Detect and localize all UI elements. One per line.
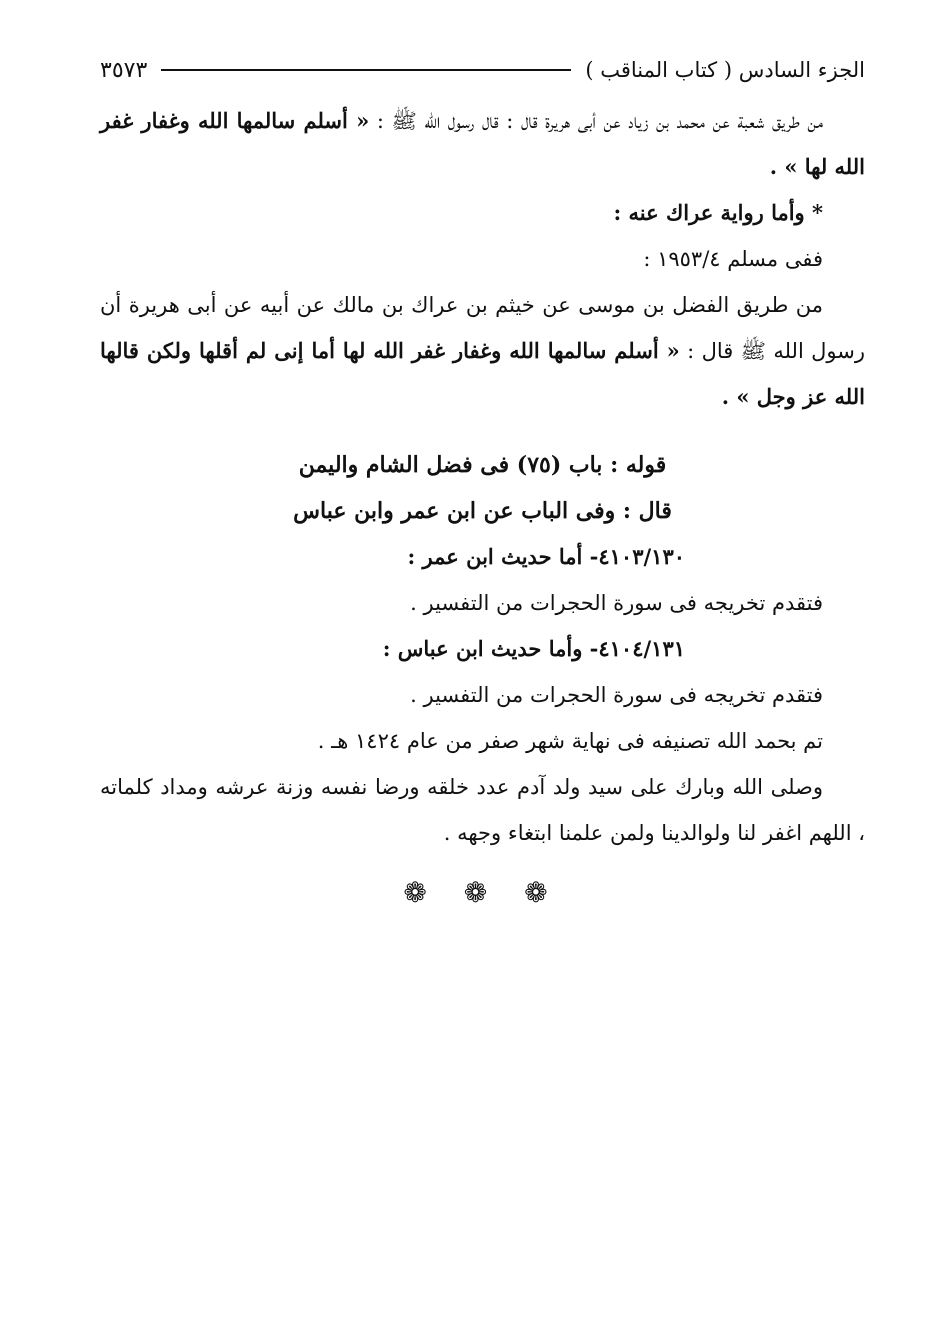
paragraph-1-quote: « أسلم سالمها الله وغفار غفر الله لها » .	[100, 108, 865, 179]
page-body	[100, 98, 865, 916]
header-rule	[161, 69, 571, 71]
paragraph-1-text: من طريق شعبة عن محمد بن زياد عن أبى هريرة قال : قال رسول الله ﷺ :	[369, 109, 823, 133]
closing-line-1: تم بحمد الله تصنيفه فى نهاية شهر صفر من عام ١٤٢٤ هـ .	[317, 729, 823, 753]
page-number: ٣٥٧٣	[100, 57, 148, 83]
section-heading-irak: * وأما رواية عراك عنه :	[613, 200, 823, 225]
hadith-text-1: فتقدم تخريجه فى سورة الحجرات من التفسير .	[410, 591, 823, 615]
end-ornament: ❁ ❁ ❁	[403, 876, 562, 909]
header-title: الجزء السادس ( كتاب المناقب )	[585, 58, 865, 82]
hadith-text-2: فتقدم تخريجه فى سورة الحجرات من التفسير .	[410, 683, 823, 707]
paragraph-2-text: من طريق الفضل بن موسى عن خيثم بن عراك بن مالك عن أبيه عن أبى هريرة أن رسول الله ﷺ قال :	[100, 293, 865, 363]
paragraph-1	[100, 98, 865, 190]
hadith-heading-2: ٤١٠٤/١٣١- وأما حديث ابن عباس :	[382, 636, 685, 661]
paragraph-muslim-ref: ففى مسلم ١٩٥٣/٤ :	[643, 247, 823, 271]
paragraph-2	[100, 282, 865, 420]
hadith-heading-1: ٤١٠٣/١٣٠- أما حديث ابن عمر :	[407, 544, 685, 569]
closing-line-2: وصلى الله وبارك على سيد ولد آدم عدد خلقه ورضا نفسه وزنة عرشه ومداد كلماته ، اللهم اغفر لنا ولوالدينا ولمن علمنا ابتغاء وجهه .	[100, 775, 865, 845]
paragraph-2-quote: « أسلم سالمها الله وغفار غفر الله لها أما إنى لم أقلها ولكن قالها الله عز وجل » .	[100, 338, 865, 409]
spacer	[100, 420, 865, 442]
chapter-subtitle: قال : وفى الباب عن ابن عمر وابن عباس	[293, 498, 672, 524]
running-header	[100, 52, 865, 88]
chapter-title: قوله : باب (٧٥) فى فضل الشام واليمن	[298, 452, 667, 478]
